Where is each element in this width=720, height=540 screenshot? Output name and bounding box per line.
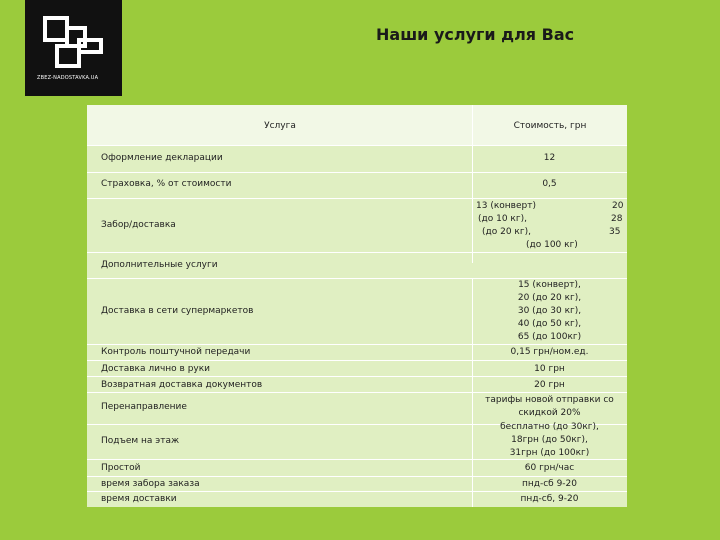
header-service: Услуга <box>264 121 296 131</box>
price-downtime: 60 грн/час <box>524 463 575 473</box>
row-divider <box>87 476 627 477</box>
service-pickup-delivery: Забор/доставка <box>101 220 176 230</box>
header-price: Стоимость, грн <box>513 121 587 131</box>
price-floor-lift-line: бесплатно (до 30кг), <box>500 422 599 432</box>
row-divider <box>87 145 627 146</box>
price-floor-lift-line: 31грн (до 100кг) <box>509 448 590 458</box>
row-divider <box>87 376 627 377</box>
row-divider <box>87 360 627 361</box>
row-divider <box>87 198 627 199</box>
price-redirection-line: тарифы новой отправки со <box>485 395 614 405</box>
price-insurance: 0,5 <box>542 179 557 189</box>
price-supermarket-line: 15 (конверт), <box>518 280 581 290</box>
row-divider <box>87 172 627 173</box>
price-pickup-line: (до 10 кг), <box>478 214 527 224</box>
price-supermarket-line: 30 (до 30 кг), <box>517 306 582 316</box>
price-return-documents: 20 грн <box>534 380 565 390</box>
price-floor-lift-line: 18грн (до 50кг), <box>511 435 588 445</box>
service-floor-lift: Подъем на этаж <box>101 436 180 446</box>
service-piece-control: Контроль поштучной передачи <box>101 347 251 357</box>
price-pickup-time: пнд-сб 9-20 <box>521 479 578 489</box>
row-divider <box>87 344 627 345</box>
price-redirection-line: скидкой 20% <box>518 408 581 418</box>
price-pickup-value: 28 <box>611 214 623 224</box>
service-pickup-time: время забора заказа <box>101 479 200 489</box>
price-pickup-line: 13 (конверт) <box>476 201 536 211</box>
price-supermarket-line: 65 (до 100кг) <box>517 332 582 342</box>
company-logo <box>25 0 122 96</box>
service-delivery-time: время доставки <box>101 494 177 504</box>
row-divider <box>87 252 627 253</box>
service-supermarket-delivery: Доставка в сети супермаркетов <box>101 306 254 316</box>
price-piece-control: 0,15 грн/ном.ед. <box>510 347 589 357</box>
price-hand-delivery: 10 грн <box>534 364 565 374</box>
service-return-documents: Возвратная доставка документов <box>101 380 263 390</box>
service-redirection: Перенаправление <box>101 402 187 412</box>
price-pickup-value: 35 <box>609 227 621 237</box>
logo-squares-icon <box>43 16 103 68</box>
price-pickup-line: (до 20 кг), <box>482 227 531 237</box>
price-supermarket-line: 40 (до 50 кг), <box>517 319 582 329</box>
row-divider <box>87 392 627 393</box>
price-pickup-line: (до 100 кг) <box>526 240 578 250</box>
service-hand-delivery: Доставка лично в руки <box>101 364 211 374</box>
service-downtime: Простой <box>101 463 141 473</box>
page-title: Наши услуги для Вас <box>376 25 575 44</box>
price-pickup-value: 20 <box>612 201 624 211</box>
price-delivery-time: пнд-сб, 9-20 <box>520 494 579 504</box>
section-additional-services: Дополнительные услуги <box>101 260 218 270</box>
row-divider <box>87 459 627 460</box>
logo-caption: ZBEZ-NADOSTAVKA.UA <box>37 75 99 81</box>
price-supermarket-line: 20 (до 20 кг), <box>517 293 582 303</box>
price-declaration: 12 <box>543 153 556 163</box>
service-declaration: Оформление декларации <box>101 153 223 163</box>
row-divider <box>87 491 627 492</box>
service-insurance: Страховка, % от стоимости <box>101 179 232 189</box>
